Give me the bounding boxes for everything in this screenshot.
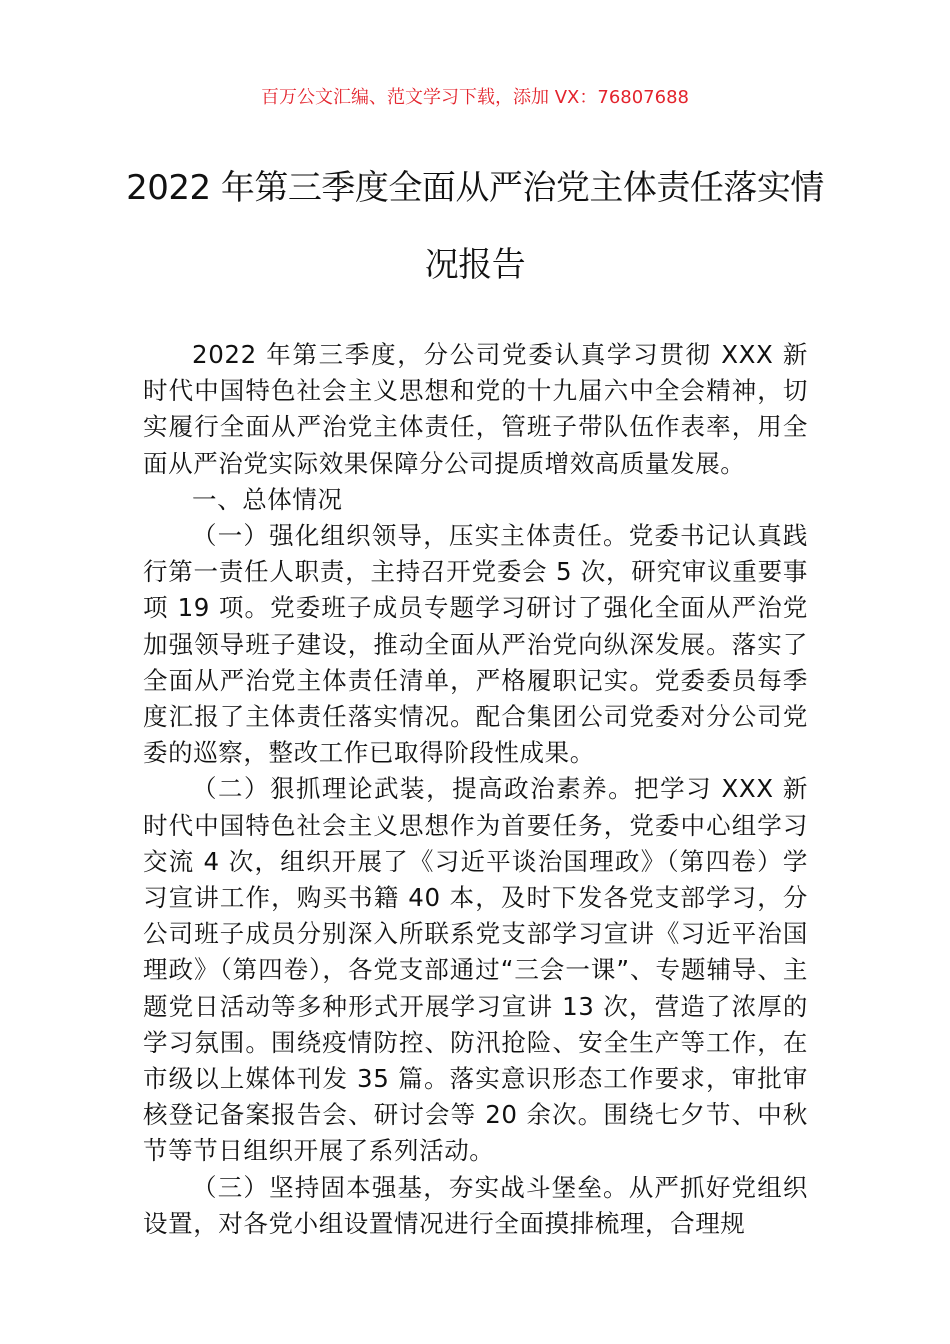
section-heading-overview: 一、总体情况	[192, 484, 343, 514]
document-body	[143, 337, 808, 1242]
document-title: 2022 年第三季度全面从严治党主体责任落实情况报告	[126, 168, 824, 285]
paragraph-organization-leadership: （一）强化组织领导，压实主体责任。党委书记认真践行第一责任人职责，主持召开党委会 5 次，研究审议重要事项 19 项。党委班子成员专题学习研讨了强化全面从严治党加强领导班子建设，推动全面从严治党向纵深发展。落实了全面从严治党主体责任清单，严格履职记实。党委委员每季度汇报了主体责任落实情况。配合集团公司党委对分公司党委的巡察，整改工作已取得阶段性成果。	[143, 521, 808, 768]
watermark-banner: 百万公文汇编、范文学习下载，添加 VX：76807688	[261, 87, 689, 108]
paragraph-theory-study: （二）狠抓理论武装，提高政治素养。把学习 XXX 新时代中国特色社会主义思想作为首要任务，党委中心组学习交流 4 次，组织开展了《习近平谈治国理政》（第四卷）学习宣讲工作，购买书籍 40 本，及时下发各党支部学习，分公司班子成员分别深入所联系党支部学习宣讲《习近平治国理政》（第四卷），各党支部通过“三会一课”、专题辅导、主题党日活动等多种形式开展学习宣讲 13 次，营造了浓厚的学习氛围。围绕疫情防控、防汛抢险、安全生产等工作，在市级以上媒体刊发 35 篇。落实意识形态工作要求，审批审核登记备案报告会、研讨会等 20 余次。围绕七夕节、中秋节等节日组织开展了系列活动。	[143, 774, 808, 1166]
paragraph-foundation-strengthening: （三）坚持固本强基，夯实战斗堡垒。从严抓好党组织设置，对各党小组设置情况进行全面摸排梳理，合理规	[143, 1172, 808, 1238]
intro-paragraph: 2022 年第三季度，分公司党委认真学习贯彻 XXX 新时代中国特色社会主义思想和党的十九届六中全会精神，切实履行全面从严治党主体责任，管班子带队伍作表率，用全面从严治党实际效果保障分公司提质增效高质量发展。	[143, 340, 808, 478]
